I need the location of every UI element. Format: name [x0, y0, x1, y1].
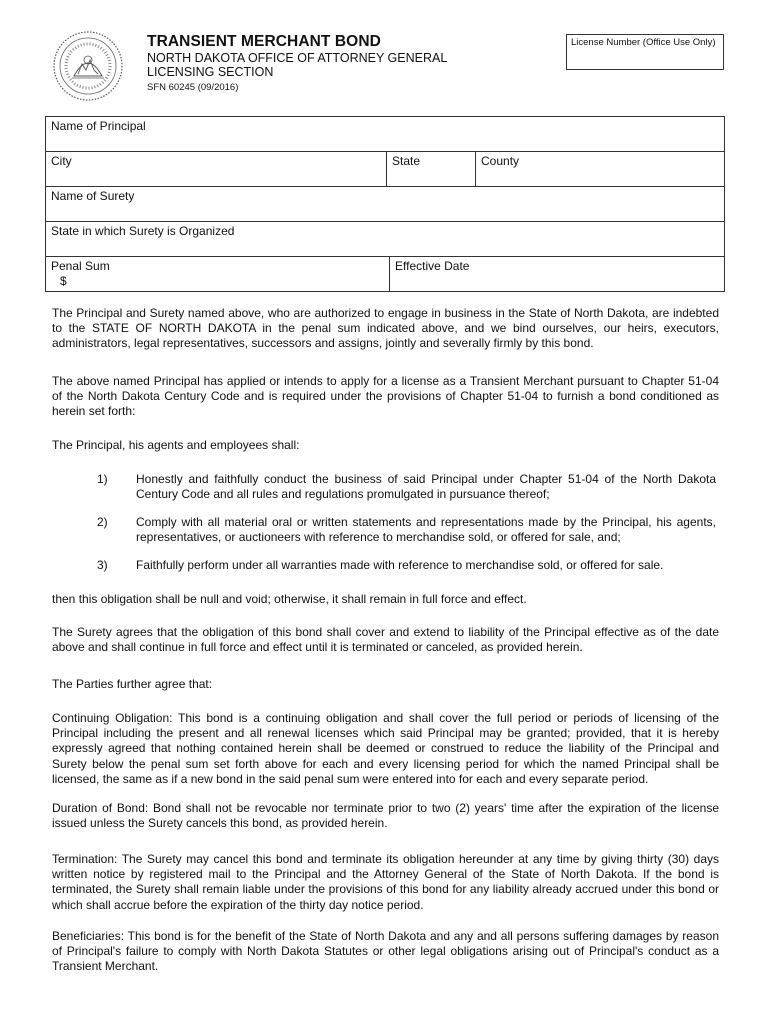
- state-seal-logo: [52, 30, 124, 102]
- paragraph-null-void: [52, 592, 719, 607]
- license-number-label: License Number (Office Use Only): [571, 37, 716, 48]
- state-field[interactable]: [387, 152, 475, 186]
- county-label: County: [481, 154, 520, 168]
- form-header: [147, 33, 447, 94]
- name-of-surety-field[interactable]: [46, 187, 724, 221]
- paragraph-text: Termination: The Surety may cancel this bond and terminate its obligation hereunder at any time by giving thirty (30) days written notice by registered mail to the Principal and the Attorney General of the State of North Dakota. If the bond is terminated, the Surety shall remain liable under the provisions of this bond for any liability already accrued under this bond or which shall accrue before the expiration of the thirty day notice period.: [52, 852, 719, 912]
- paragraph-parties-agree: [52, 677, 719, 692]
- condition-number: 3): [97, 558, 108, 572]
- paragraph-text: Duration of Bond: Bond shall not be revocable nor terminate prior to two (2) years' time after the expiration of the license issued unless the Surety cancels this bond, as provided herein.: [52, 801, 719, 831]
- penal-sum-label: Penal Sum: [51, 259, 110, 273]
- paragraph-text: The Principal, his agents and employees shall:: [52, 438, 300, 452]
- paragraph-text: then this obligation shall be null and void; otherwise, it shall remain in full force and effect.: [52, 592, 527, 606]
- paragraph-beneficiaries: [52, 929, 719, 975]
- paragraph-obligation: [52, 306, 719, 352]
- form-number: SFN 60245 (09/2016): [147, 82, 239, 93]
- paragraph-application: [52, 374, 719, 420]
- name-of-principal-field[interactable]: [46, 117, 724, 151]
- paragraph-text: The Principal and Surety named above, who are authorized to engage in business in the State of North Dakota, are indebted to the STATE OF NORTH DAKOTA in the penal sum indicated above, and we bind ourselves, our heirs, executors, administrators, legal representatives, successors and assigns, jointly and severally firmly by this bond.: [52, 306, 719, 351]
- agency-name: NORTH DAKOTA OFFICE OF ATTORNEY GENERAL: [147, 51, 448, 65]
- condition-text: Faithfully perform under all warranties made with reference to merchandise sold, or offered for sale.: [136, 558, 664, 572]
- city-label: City: [51, 154, 72, 168]
- paragraph-text: The above named Principal has applied or intends to apply for a license as a Transient Merchant pursuant to Chapter 51-04 of the North Dakota Century Code and is required under the provisions of Chapter 51-04 to furnish a bond conditioned as herein set forth:: [52, 374, 719, 419]
- paragraph-principal-shall: [52, 438, 719, 453]
- paragraph-duration: [52, 801, 719, 831]
- condition-number: 1): [97, 472, 108, 486]
- effective-date-label: Effective Date: [395, 259, 470, 273]
- surety-state-label: State in which Surety is Organized: [51, 224, 235, 238]
- city-field[interactable]: [46, 152, 386, 186]
- penal-sum-currency: $: [60, 274, 67, 288]
- paragraph-text: The Surety agrees that the obligation of this bond shall cover and extend to liability of the Principal effective as of the date above and shall continue in full force and effect until it is terminated or canceled, as provided herein.: [52, 625, 719, 655]
- condition-text: Honestly and faithfully conduct the business of said Principal under Chapter 51-04 of the North Dakota Century Code and all rules and regulations promulgated in pursuance thereof;: [136, 472, 716, 502]
- state-label: State: [392, 154, 421, 168]
- paragraph-text: Beneficiaries: This bond is for the benefit of the State of North Dakota and any and all persons suffering damages by reason of Principal's failure to comply with North Dakota Statutes or other legal obligations arising out of Principal's conduct as a Transient Merchant.: [52, 929, 719, 974]
- surety-state-field[interactable]: [46, 222, 724, 256]
- condition-number: 2): [97, 515, 108, 529]
- form-title: TRANSIENT MERCHANT BOND: [147, 33, 381, 50]
- paragraph-text: Continuing Obligation: This bond is a continuing obligation and shall cover the full period or periods of licensing of the Principal including the present and all renewal licenses which said Principal may be granted; provided, that it is hereby expressly agreed that nothing contained herein shall be deemed or construed to reduce the liability of the Principal and Surety below the penal sum set forth above for each and every licensing period for which the named Principal shall be licensed, the same as if a new bond in the said penal sum were entered into for each and every separate period.: [52, 711, 719, 786]
- penal-sum-field[interactable]: [46, 257, 389, 291]
- county-field[interactable]: [476, 152, 724, 186]
- paragraph-termination: [52, 852, 719, 913]
- name-of-surety-label: Name of Surety: [51, 189, 135, 203]
- bond-info-form: [45, 116, 725, 292]
- paragraph-text: The Parties further agree that:: [52, 677, 213, 691]
- agency-section: LICENSING SECTION: [147, 65, 274, 79]
- name-of-principal-label: Name of Principal: [51, 119, 146, 133]
- effective-date-field[interactable]: [390, 257, 724, 291]
- paragraph-surety-agrees: [52, 625, 719, 655]
- paragraph-continuing-obligation: [52, 711, 719, 787]
- license-number-box[interactable]: [566, 34, 724, 70]
- condition-text: Comply with all material oral or written statements and representations made by the Principal, his agents, representatives, or auctioneers with reference to merchandise sold, or offered for sale, and;: [136, 515, 716, 545]
